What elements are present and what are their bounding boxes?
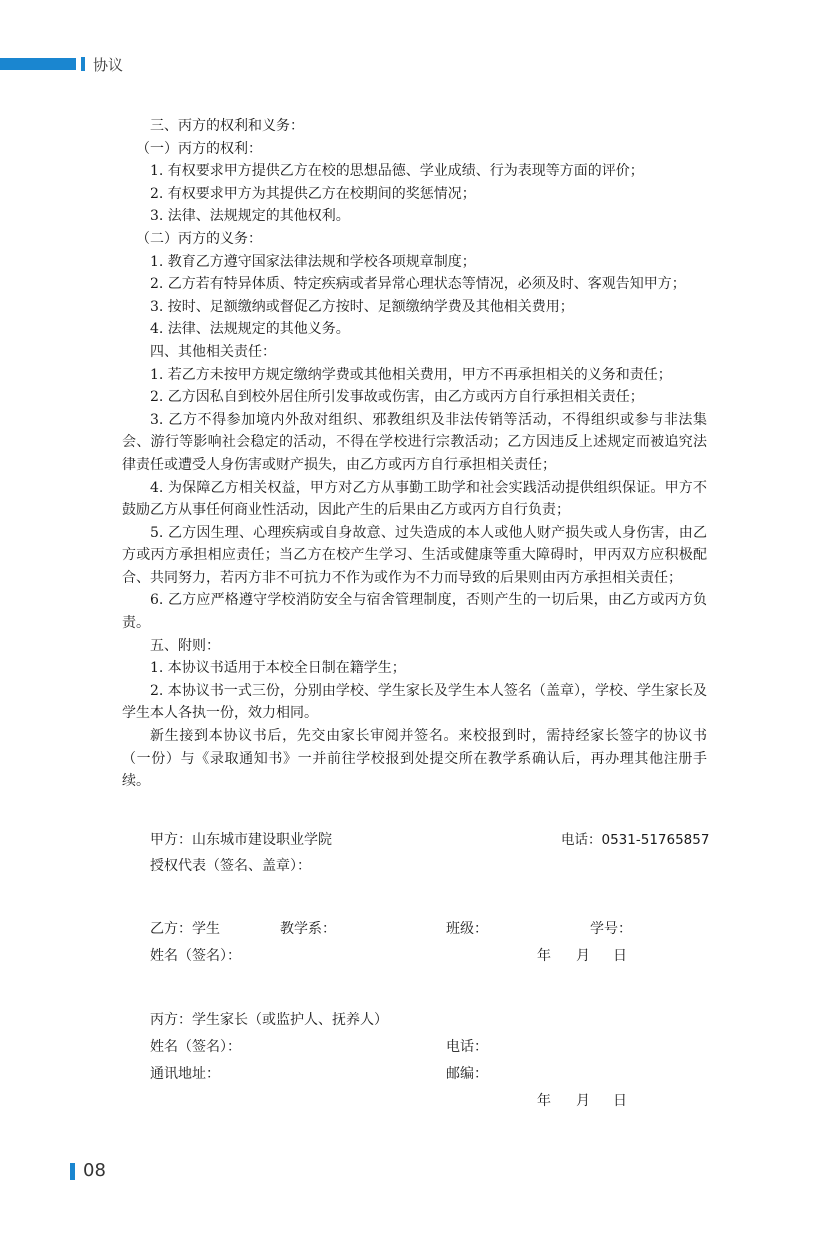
agreement-paragraph: 2. 本协议书一式三份，分别由学校、学生家长及学生本人签名（盖章），学校、学生家长及学生本人各执一份，效力相同。 <box>122 682 707 722</box>
date-year-2: 年 <box>537 1093 551 1109</box>
postcode-label: 邮编： <box>446 1066 488 1082</box>
party-a-phone: 电话：0531-51765857 <box>561 832 710 848</box>
date-year: 年 <box>537 948 551 964</box>
agreement-paragraph: 3. 按时、足额缴纳或督促乙方按时、足额缴纳学费及其他相关费用； <box>150 298 574 315</box>
party-c-label: 丙方：学生家长（或监护人、抚养人） <box>150 1012 388 1028</box>
department-label: 教学系： <box>280 921 336 937</box>
agreement-paragraph: 3. 法律、法规规定的其他权利。 <box>150 208 350 225</box>
party-a-label: 甲方：山东城市建设职业学院 <box>150 832 332 848</box>
header-accent-bar <box>0 58 76 70</box>
agreement-paragraph: 2. 有权要求甲方为其提供乙方在校期间的奖惩情况； <box>150 185 476 202</box>
date-day-2: 日 <box>613 1093 627 1109</box>
agreement-paragraph: 三、丙方的权利和义务： <box>150 118 304 134</box>
page-section-title: 协议 <box>93 56 124 74</box>
agreement-paragraph: 2. 乙方若有特异体质、特定疾病或者异常心理状态等情况，必须及时、客观告知甲方； <box>150 276 686 293</box>
agreement-paragraph: （二）丙方的义务： <box>136 230 262 247</box>
agreement-paragraph: 1. 若乙方未按甲方规定缴纳学费或其他相关费用，甲方不再承担相关的义务和责任； <box>150 366 672 383</box>
party-b-name-label: 姓名（签名）： <box>150 948 241 964</box>
agreement-paragraph: 1. 教育乙方遵守国家法律法规和学校各项规章制度； <box>150 253 476 270</box>
footer-accent-tick <box>70 1163 75 1180</box>
student-number-label: 学号： <box>590 921 632 937</box>
agreement-body <box>122 115 707 793</box>
date-day: 日 <box>613 948 627 964</box>
page-number: 08 <box>83 1160 106 1181</box>
party-a-representative: 授权代表（签名、盖章）： <box>150 858 311 874</box>
agreement-paragraph: 4. 法律、法规规定的其他义务。 <box>150 321 350 338</box>
agreement-paragraph: 3. 乙方不得参加境内外敌对组织、邪教组织及非法传销等活动，不得组织或参与非法集会、游行等影响社会稳定的活动，不得在学校进行宗教活动；乙方因违反上述规定而被追究法律责任或遭受人身伤害或财产损失，由乙方或丙方自行承担相关责任； <box>122 411 707 473</box>
class-label: 班级： <box>446 921 488 937</box>
agreement-paragraph: 四、其他相关责任： <box>150 343 276 360</box>
party-b-label: 乙方：学生 <box>150 921 220 937</box>
party-c-phone-label: 电话： <box>446 1039 488 1055</box>
party-c-name-label: 姓名（签名）： <box>150 1039 241 1055</box>
agreement-paragraph: 6. 乙方应严格遵守学校消防安全与宿舍管理制度，否则产生的一切后果，由乙方或丙方负责。 <box>122 592 707 632</box>
header-accent-tick <box>81 57 85 71</box>
agreement-paragraph: 五、附则： <box>150 637 220 654</box>
agreement-paragraph: 新生接到本协议书后，先交由家长审阅并签名。来校报到时，需持经家长签字的协议书（一份）与《录取通知书》一并前往学校报到处提交所在教学系确认后，再办理其他注册手续。 <box>122 728 707 790</box>
agreement-paragraph: 5. 乙方因生理、心理疾病或自身故意、过失造成的本人或他人财产损失或人身伤害，由乙方或丙方承担相应责任；当乙方在校产生学习、生活或健康等重大障碍时，甲丙双方应积极配合、共同努力，若丙方非不可抗力不作为或作为不力而导致的后果则由丙方承担相关责任； <box>122 524 707 586</box>
date-month-2: 月 <box>576 1093 590 1109</box>
address-label: 通讯地址： <box>150 1066 220 1082</box>
agreement-paragraph: （一）丙方的权利： <box>136 140 262 157</box>
agreement-paragraph: 4. 为保障乙方相关权益，甲方对乙方从事勤工助学和社会实践活动提供组织保证。甲方不鼓励乙方从事任何商业性活动，因此产生的后果由乙方或丙方自行负责； <box>122 479 707 519</box>
date-month: 月 <box>576 948 590 964</box>
agreement-paragraph: 1. 有权要求甲方提供乙方在校的思想品德、学业成绩、行为表现等方面的评价； <box>150 163 644 180</box>
agreement-paragraph: 1. 本协议书适用于本校全日制在籍学生； <box>150 660 406 677</box>
agreement-paragraph: 2. 乙方因私自到校外居住所引发事故或伤害，由乙方或丙方自行承担相关责任； <box>150 389 644 406</box>
